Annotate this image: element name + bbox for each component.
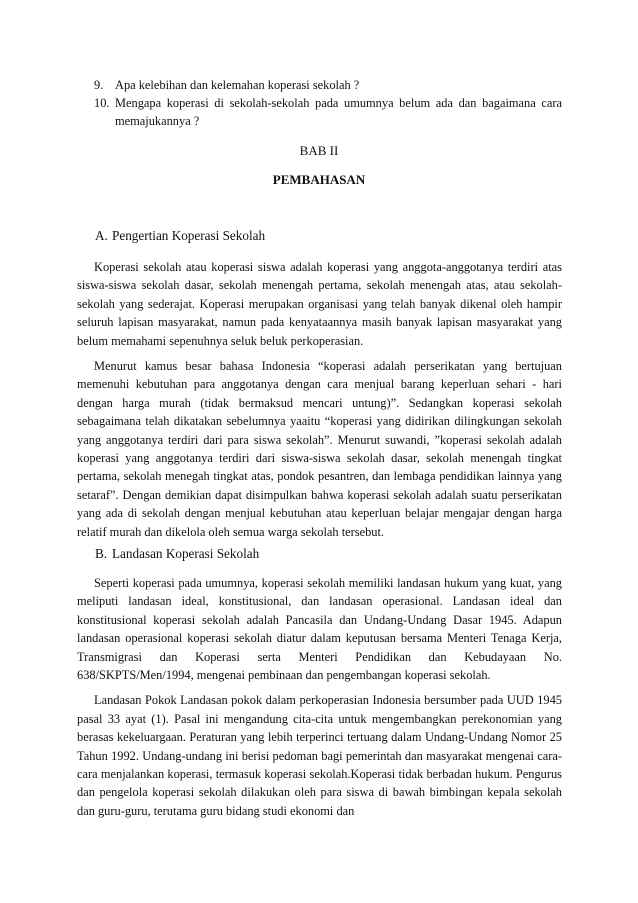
question-text: Mengapa koperasi di sekolah-sekolah pada umumnya belum ada dan bagaimana cara memajukannya ? [115,96,562,128]
question-number: 9. [94,78,104,92]
section-a-body [77,258,562,541]
paragraph: Koperasi sekolah atau koperasi siswa adalah koperasi yang anggota-anggotanya terdiri atas siswa-siswa sekolah dasar, sekolah menengah pertama, sekolah menengah atas, atau sekolah-sekolah yang sederajat. Koperasi merupakan organisasi yang telah banyak dikenal oleh hampir seluruh lapisan masyarakat, namun pada kenyataannya masih banyak lapisan masyarakat yang belum memahami sepenuhnya seluk beluk perkoperasian. [77,260,562,348]
chapter-label: BAB II [299,143,339,158]
chapter-title: PEMBAHASAN [272,172,366,187]
question-item [77,94,562,130]
section-title: Landasan Koperasi Sekolah [112,546,260,561]
question-number: 10. [94,96,110,110]
section-heading-b [95,546,259,562]
paragraph: Menurut kamus besar bahasa Indonesia “koperasi adalah perserikatan yang bertujuan memenuhi kebutuhan para anggotanya dengan cara menjual barang keperluan sehari - hari dengan harga murah (tidak bermaksud mencari untung)”. Sedangkan koperasi sekolah sebagaimana telah dikatakan sebelumnya yaaitu “koperasi yang didirikan dilingkungan sekolah yang anggotanya terdiri dari para siswa sekolah”. Menurut suwandi, ”koperasi sekolah adalah koperasi yang anggotanya terdiri dari siswa-siswa sekolah dasar, sekolah menengah tingkat pertama, sekolah menegah tingkat atas, pondok pesantren, dan lembaga pendidikan lainnya yang setaraf”. Dengan demikian dapat disimpulkan bahwa koperasi sekolah adalah suatu perserikatan yang ada di sekolah dengan menjual kebutuhan atau keperluan belajar mengajar dengan harga relatif murah dan dikelola oleh semua warga sekolah tersebut. [77,359,562,539]
section-b-body [77,574,562,820]
question-item [77,76,562,94]
paragraph: Landasan Pokok Landasan pokok dalam perkoperasian Indonesia bersumber pada UUD 1945 pasal 33 ayat (1). Pasal ini mengandung cita-cita untuk mengembangkan perekonomian yang berasas kekeluargaan. Peraturan yang lebih terperinci tertuang dalam Undang-Undang Nomor 25 Tahun 1992. Undang-undang ini berisi pedoman bagi pemerintah dan masyarakat mengenai cara-cara menjalankan koperasi, termasuk koperasi sekolah.Koperasi tidak berbadan hukum. Pengurus dan pengelola koperasi sekolah dilakukan oleh para siswa di bawah bimbingan kepala sekolah dan guru-guru, terutama guru bidang studi ekonomi dan [77,693,562,818]
question-list [77,76,562,130]
section-letter: B. [95,546,108,561]
question-text: Apa kelebihan dan kelemahan koperasi sekolah ? [115,78,360,92]
paragraph: Seperti koperasi pada umumnya, koperasi sekolah memiliki landasan hukum yang kuat, yang meliputi landasan ideal, konstitusional, dan landasan operasional. Landasan ideal dan konstitusional koperasi sekolah adalah Pancasila dan Undang-Undang Dasar 1945. Adapun landasan operasional koperasi sekolah diatur dalam keputusan bersama Menteri Tenaga Kerja, Transmigrasi dan Koperasi serta Menteri Pendidikan dan Kebudayaan No. 638/SKPTS/Men/1994, mengenai pembinaan dan pengembangan koperasi sekolah. [77,576,562,683]
section-letter: A. [95,228,108,243]
section-heading-a [95,228,265,244]
section-title: Pengertian Koperasi Sekolah [112,228,266,243]
